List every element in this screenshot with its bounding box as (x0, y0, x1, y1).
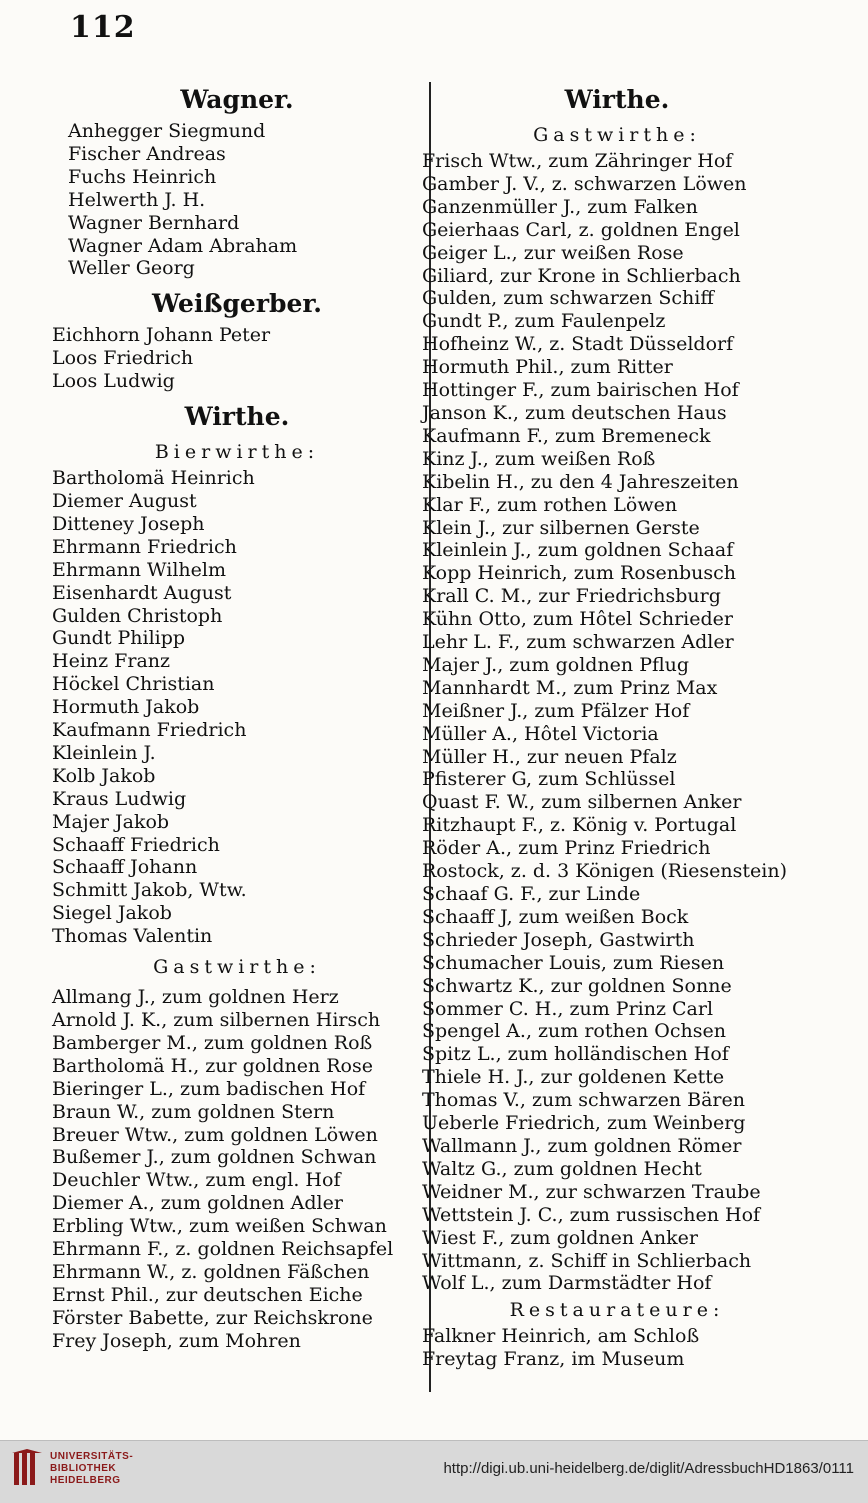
list-item: Weidner M., zur schwarzen Traube (422, 1180, 761, 1203)
list-item: Ehrmann Friedrich (52, 535, 237, 558)
library-logo-icon (12, 1449, 42, 1489)
list-item: Rostock, z. d. 3 Königen (Riesenstein) (422, 860, 788, 883)
list-item: Allmang J., zum goldnen Herz (52, 986, 339, 1009)
list-item: Ganzenmüller J., zum Falken (422, 195, 698, 218)
list-item: Ehrmann W., z. goldnen Fäßchen (52, 1260, 370, 1283)
heading-wirthe-left: Wirthe. (184, 402, 290, 432)
list-item: Fischer Andreas (68, 142, 226, 165)
list-item: Kleinlein J., zum goldnen Schaaf (422, 539, 734, 562)
list-item: Bartholomä Heinrich (52, 467, 255, 490)
list-item: Weller Georg (68, 257, 195, 280)
list-item: Erbling Wtw., zum weißen Schwan (52, 1215, 387, 1238)
list-item: Janson K., zum deutschen Haus (422, 401, 727, 424)
left-column (52, 80, 422, 1353)
list-item: Thomas Valentin (52, 925, 213, 948)
list-item: Wagner Adam Abraham (68, 234, 298, 257)
list-item: Eisenhardt August (52, 581, 232, 604)
list-item: Giliard, zur Krone in Schlierbach (422, 264, 741, 287)
list-item: Bartholomä H., zur goldnen Rose (52, 1054, 373, 1077)
list-item: Ritzhaupt F., z. König v. Portugal (422, 814, 737, 837)
heading-weissgerber: Weißgerber. (152, 289, 322, 319)
list-item: Diemer August (52, 489, 197, 512)
list-item: Ditteney Joseph (52, 512, 205, 535)
list-item: Arnold J. K., zum silbernen Hirsch (52, 1009, 381, 1031)
list-item: Röder A., zum Prinz Friedrich (422, 837, 711, 860)
list-item: Kopp Heinrich, zum Rosenbusch (422, 562, 737, 585)
list-item: Schaaf G. F., zur Linde (422, 883, 641, 905)
list-item: Hottinger F., zum bairischen Hof (422, 379, 739, 402)
list-item: Schwartz K., zur goldnen Sonne (422, 974, 732, 997)
list-item: Anhegger Siegmund (68, 120, 266, 142)
list-item: Klar F., zum rothen Löwen (422, 493, 678, 516)
footer-bar (0, 1440, 868, 1503)
source-url-link[interactable]: http://digi.ub.uni-heidelberg.de/diglit/AdressbuchHD1863/0111 (443, 1460, 854, 1477)
list-gastwirthe-left (52, 986, 422, 1353)
label-gastwirthe-right: Gastwirthe: (533, 124, 701, 146)
list-item: Siegel Jakob (52, 902, 172, 925)
list-item: Krall C. M., zur Friedrichsburg (422, 585, 721, 608)
list-item: Majer J., zum goldnen Pflug (422, 653, 690, 676)
list-item: Meißner J., zum Pfälzer Hof (422, 699, 690, 722)
list-item: Kaufmann Friedrich (52, 719, 247, 742)
list-item: Wittmann, z. Schiff in Schlierbach (422, 1249, 752, 1272)
list-restaurateure (422, 1325, 812, 1371)
list-item: Heinz Franz (52, 650, 171, 673)
heading-wagner: Wagner. (180, 85, 294, 114)
list-item: Falkner Heinrich, am Schloß (422, 1325, 700, 1348)
list-item: Lehr L. F., zum schwarzen Adler (422, 631, 734, 654)
list-item: Braun W., zum goldnen Stern (52, 1100, 335, 1123)
list-bierwirthe (52, 467, 422, 948)
list-item: Schmitt Jakob, Wtw. (52, 879, 247, 902)
list-item: Hormuth Phil., zum Ritter (422, 356, 673, 379)
list-item: Gundt P., zum Faulenpelz (422, 310, 666, 333)
list-item: Ernst Phil., zur deutschen Eiche (52, 1283, 363, 1306)
list-wagner (52, 120, 422, 280)
list-item: Kaufmann F., zum Bremeneck (422, 424, 711, 447)
list-item: Kühn Otto, zum Hôtel Schrieder (422, 608, 733, 631)
list-item: Höckel Christian (52, 673, 215, 696)
list-item: Müller A., Hôtel Victoria (422, 722, 659, 745)
list-item: Frisch Wtw., zum Zähringer Hof (422, 150, 733, 172)
list-item: Bamberger M., zum goldnen Roß (52, 1031, 373, 1054)
list-item: Ehrmann F., z. goldnen Reichsapfel (52, 1238, 394, 1261)
list-item: Schrieder Joseph, Gastwirth (422, 928, 695, 951)
list-item: Breuer Wtw., zum goldnen Löwen (52, 1123, 378, 1146)
list-item: Kibelin H., zu den 4 Jahreszeiten (422, 470, 739, 493)
list-item: Frey Joseph, zum Mohren (52, 1329, 301, 1352)
list-gastwirthe-right (422, 150, 812, 1295)
list-item: Mannhardt M., zum Prinz Max (422, 676, 718, 699)
list-item: Loos Friedrich (52, 347, 194, 370)
list-item: Wagner Bernhard (68, 211, 240, 234)
list-item: Sommer C. H., zum Prinz Carl (422, 997, 714, 1020)
list-item: Geierhaas Carl, z. goldnen Engel (422, 218, 740, 241)
list-item: Schaaff J, zum weißen Bock (422, 905, 689, 928)
list-item: Kolb Jakob (52, 764, 156, 787)
list-item: Bußemer J., zum goldnen Schwan (52, 1146, 377, 1169)
list-item: Bieringer L., zum badischen Hof (52, 1077, 366, 1100)
list-item: Fuchs Heinrich (68, 165, 217, 188)
list-item: Hormuth Jakob (52, 696, 200, 719)
list-item: Kleinlein J. (52, 741, 156, 764)
list-item: Diemer A., zum goldnen Adler (52, 1192, 343, 1215)
list-item: Spitz L., zum holländischen Hof (422, 1043, 729, 1066)
list-item: Thiele H. J., zur goldenen Kette (422, 1066, 725, 1089)
list-item: Schaaff Friedrich (52, 833, 220, 856)
list-item: Eichhorn Johann Peter (52, 324, 271, 347)
list-item: Gamber J. V., z. schwarzen Löwen (422, 172, 747, 195)
list-item: Majer Jakob (52, 810, 170, 833)
list-item: Kinz J., zum weißen Roß (422, 447, 656, 470)
page-number: 112 (70, 10, 136, 45)
heading-wirthe-right: Wirthe. (564, 85, 670, 114)
list-item: Pfisterer G, zum Schlüssel (422, 768, 676, 791)
label-gastwirthe-left: Gastwirthe: (153, 956, 321, 979)
list-item: Helwerth J. H. (68, 188, 206, 211)
list-item: Wallmann J., zum goldnen Römer (422, 1134, 742, 1157)
list-item: Gundt Philipp (52, 627, 186, 650)
label-restaurateure: Restaurateure: (509, 1299, 725, 1322)
list-item: Schaaff Johann (52, 856, 198, 879)
list-item: Geiger L., zur weißen Rose (422, 241, 684, 264)
list-item: Förster Babette, zur Reichskrone (52, 1306, 373, 1329)
list-item: Ueberle Friedrich, zum Weinberg (422, 1112, 746, 1135)
list-item: Deuchler Wtw., zum engl. Hof (52, 1169, 341, 1192)
library-name: UNIVERSITÄTS- BIBLIOTHEK HEIDELBERG (50, 1451, 134, 1486)
right-column (422, 80, 812, 1371)
list-weissgerber (52, 324, 422, 393)
list-item: Gulden, zum schwarzen Schiff (422, 287, 714, 310)
list-item: Gulden Christoph (52, 604, 223, 627)
list-item: Kraus Ludwig (52, 787, 187, 810)
list-item: Waltz G., zum goldnen Hecht (422, 1157, 702, 1180)
list-item: Quast F. W., zum silbernen Anker (422, 791, 742, 814)
list-item: Loos Ludwig (52, 370, 175, 393)
label-bierwirthe: Bierwirthe: (154, 441, 320, 464)
list-item: Hofheinz W., z. Stadt Düsseldorf (422, 333, 734, 356)
list-item: Müller H., zur neuen Pfalz (422, 745, 677, 768)
list-item: Wolf L., zum Darmstädter Hof (422, 1272, 712, 1295)
list-item: Wiest F., zum goldnen Anker (422, 1226, 698, 1249)
list-item: Wettstein J. C., zum russischen Hof (422, 1203, 761, 1226)
list-item: Schumacher Louis, zum Riesen (422, 951, 725, 974)
list-item: Freytag Franz, im Museum (422, 1348, 685, 1371)
list-item: Spengel A., zum rothen Ochsen (422, 1020, 726, 1043)
list-item: Klein J., zur silbernen Gerste (422, 516, 700, 539)
list-item: Ehrmann Wilhelm (52, 558, 226, 581)
list-item: Thomas V., zum schwarzen Bären (422, 1089, 745, 1112)
